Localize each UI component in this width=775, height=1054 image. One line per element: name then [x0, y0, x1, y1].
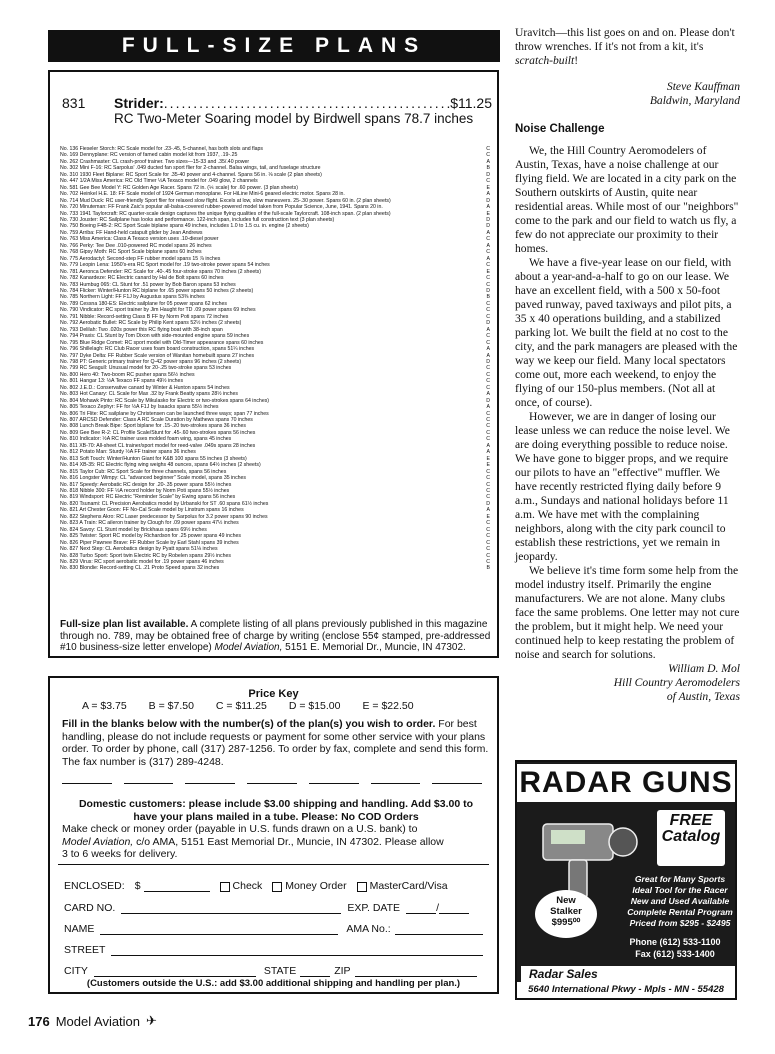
- plans-list: [60, 146, 490, 572]
- radar-sales-logo: Radar Sales: [521, 966, 735, 982]
- plan-description: No. 811 XB-70: All-sheet CL trainer/sport model for reed-valve .049s spans 28 inches: [60, 442, 256, 449]
- letter-paragraph: We have a five-year lease on our field, with about a year-and-a-half to go on our lease. We have an excellent field, with a 500 x 50-foot paved runway, paved taxiways and pilot pits, a 35 x 40 operations building, and a stabilized parking lot. We built the field at no cost to the city, and the park managers are pleased with the way we keep our field. Many local spectators come out, more each weekend, to enjoy the flying of our 150-plus members. (Not all at once, of course).: [515, 256, 738, 409]
- plan-description: No. 818 Nibble 300: FF ½A record holder by Norm Poti spans 55½ inches: [60, 488, 230, 495]
- price-key-title: Price Key: [248, 688, 299, 700]
- featured-plan-price: $11.25: [450, 95, 492, 111]
- money-order-checkbox[interactable]: [272, 882, 282, 892]
- plan-description: No. 825 Twister: Sport RC model by Richardson for .25 power spans 49 inches: [60, 533, 241, 540]
- plan-description: No. 802 J.E.D.: Conservative canard by Winter & Hunton spans 54 inches: [60, 384, 230, 391]
- plans-note-text: A complete listing of all plans previously published in this magazine through no. 789, may be obtained free of charge by writing (enclose 55¢ stamped, pre-addressed #10 business-size letter envelope): [60, 619, 491, 653]
- plan-price-code: C: [486, 152, 490, 159]
- plan-price-code: C: [486, 333, 490, 340]
- catalog-label: Catalog: [661, 828, 721, 845]
- plan-description: No. 809 Gee Bee R-2: CL Profile Scale/Stunt for .45-.60 two-strokes spans 56 inches: [60, 429, 256, 436]
- plan-description: No. 797 Dyke Delta: FF Rubber Scale version of Wanitan homebuilt spans 27 inches: [60, 352, 255, 359]
- plan-description: No. 816 Longster Wimpy: CL "advanced beginner" Scale model, spans 35 inches: [60, 475, 247, 482]
- card-no-label: CARD NO.: [64, 902, 116, 914]
- plan-price-code: B: [486, 565, 490, 572]
- plans-note-bold: Full-size plan list available.: [60, 619, 189, 630]
- name-label: NAME: [64, 923, 95, 935]
- plan-price-code: C: [486, 468, 490, 475]
- plan-price-code: C: [486, 146, 490, 152]
- plan-description: No. 800 Hero 40: Two-boom RC pusher spans 56½ inches: [60, 371, 195, 378]
- stalker-label: Stalker: [550, 906, 582, 917]
- plan-price-code: A: [486, 204, 490, 211]
- plan-price-code: C: [486, 533, 490, 540]
- plan-number-blank[interactable]: [309, 782, 359, 784]
- plan-description: No. 720 Minuteman: FF Frank Zaic's popular all-balsa-covered rubber-powered model taken from Popular Science, June, 1941. Spans 20 in.: [60, 204, 383, 211]
- plans-note-italic: Model Aviation,: [214, 642, 283, 653]
- plan-description: No. 793 Delilah: Two .020s power this RC flying boat with 38-inch span: [60, 326, 223, 333]
- plan-description: No. 750 Boeing F4B-2: RC Sport Scale biplane spans 49 inches, includes 1.0 to 1.5 cu. in. engine (2 sheets): [60, 223, 309, 230]
- card-no-field[interactable]: [121, 902, 341, 914]
- city-field[interactable]: [94, 965, 256, 977]
- plan-price-code: A: [486, 346, 490, 353]
- price-key-item: E = $22.50: [362, 700, 414, 712]
- letters-column: [515, 26, 740, 704]
- plan-number-blank[interactable]: [371, 782, 421, 784]
- exp-year-field[interactable]: [439, 902, 469, 914]
- state-label: STATE: [263, 965, 297, 977]
- domestic-line-1: Domestic customers: please include $3.00 shipping and handling. Add $3.00 to: [78, 798, 474, 810]
- plan-price-code: C: [486, 488, 490, 495]
- plan-price-code: B: [486, 294, 490, 301]
- plan-price-code: C: [486, 417, 490, 424]
- plans-banner: FULL-SIZE PLANS: [48, 30, 500, 62]
- plan-description: No. 789 Cessna 180-ES: Electric sailplane for 05 power spans 62 inches: [60, 300, 227, 307]
- form-divider: [58, 864, 489, 865]
- plan-price-code: E: [486, 455, 490, 462]
- plan-price-code: C: [486, 339, 490, 346]
- plan-price-code: C: [486, 423, 490, 430]
- plan-number-blank[interactable]: [432, 782, 482, 784]
- plan-description: No. 702 Heinkel H.E. 18: FF Scale model of 1924 German monoplane. For HiLine Mini-6 geared electric motor. Spans 28 in.: [60, 191, 345, 198]
- plan-price-code: A: [486, 229, 490, 236]
- featured-plan: [62, 96, 492, 126]
- plan-description: No. 826 Piper Pawnee Brave: FF Rubber Scale by Earl Stahl spans 39 inches: [60, 539, 239, 546]
- plan-price-code: C: [486, 178, 490, 185]
- state-field[interactable]: [300, 965, 330, 977]
- plan-description: No. 775 Aerodactyl: Second-step FF rubber model spans 15 ⅞ inches: [60, 255, 221, 262]
- plan-description: No. 808 Lunch Break Bipe: Sport biplane for .15-.20 two-strokes spans 36 inches: [60, 423, 246, 430]
- ama-no-label: AMA No.:: [346, 923, 391, 935]
- plan-description: No. 310 1930 Fleet Biplane: RC Sport Scale for .35-40 power and 4-channel. Spans 56 in. ⅛ scale (2 plan sheets): [60, 171, 322, 178]
- new-label: New: [556, 895, 576, 906]
- signature-place: Baldwin, Maryland: [649, 94, 740, 107]
- plan-description: No. 803 Hot Canary: CL Scale for Max .32 by Frank Beatty spans 28½ inches: [60, 391, 239, 398]
- ad-bullet: Ideal Tool for the Racer: [632, 885, 728, 895]
- price-key-item: D = $15.00: [288, 700, 341, 712]
- fill-in-text: For best handling, please do not include requests or payment for some other service with your plans order. To order by phone, call (317) 287-1256. To order by fax, complete and send this form. The fax number is (317) 289-4248.: [62, 718, 489, 768]
- plan-price-code: C: [486, 494, 490, 501]
- plan-price-code: C: [486, 559, 490, 565]
- plan-price-code: A: [486, 242, 490, 249]
- plan-price-code: C: [486, 475, 490, 482]
- plan-description: No. 714 Mud Duck: RC user-friendly Sport flier for relaxed slow flight. Excels at low, slow maneuvers. 25-.30 power. Spans 60 in. (2 plan sheets): [60, 197, 391, 204]
- plan-description: No. 790 Vindicator: RC sport trainer by Jim Haught for TD .09 power spans 69 inches: [60, 307, 256, 314]
- radar-gun-icon: [539, 814, 639, 902]
- page-number: 176: [28, 1013, 50, 1029]
- plan-price-code: D: [486, 197, 490, 204]
- plan-price-code: D: [486, 500, 490, 507]
- page-footer: [28, 1013, 157, 1029]
- domestic-text-3: 3 to 6 weeks for delivery.: [62, 848, 178, 860]
- plan-description: No. 817 Speedy: Aerobatic RC design for .20-.35 power spans 55½ inches: [60, 481, 232, 488]
- plan-price-code: C: [486, 546, 490, 553]
- card-row: [64, 902, 469, 914]
- plan-price-code: D: [486, 397, 490, 404]
- plan-price-code: E: [486, 268, 490, 275]
- plan-number-blank[interactable]: [62, 782, 112, 784]
- plan-description: No. 796 Shillelagh: RC Club Racer uses foam board construction, spans 51¼ inches: [60, 346, 255, 353]
- plan-description: No. 814 XB-35: RC Electric flying wing weighs 48 ounces, spans 64½ inches (2 sheets): [60, 462, 261, 469]
- plan-price-code: C: [486, 552, 490, 559]
- plan-description: No. 821 Art Chester Goon: FF No-Cal Scale model by Linstrum spans 16 inches: [60, 507, 244, 514]
- radar-guns-ad[interactable]: [515, 760, 737, 1000]
- plan-description: No. 784 Flicker: Winter/Hunton RC biplane for .65 power spans 50 inches (2 sheets): [60, 287, 254, 294]
- plan-price-code: C: [486, 281, 490, 288]
- plan-description: No. 807 ARCSD Defender: Class A RC Scale Duration by Mathews spans 70 inches: [60, 417, 253, 424]
- street-row: [64, 944, 483, 956]
- check-checkbox[interactable]: [220, 882, 230, 892]
- plan-description: No. 781 Aeronca Defender: RC Scale for .40-.45 four-stroke spans 70 inches (2 sheets): [60, 268, 261, 275]
- mastercard-label: MasterCard/Visa: [369, 880, 448, 892]
- featured-plan-number: 831: [62, 95, 86, 111]
- ad-bullet: New and Used Available: [630, 896, 730, 906]
- plan-description: No. 824 Savoy: CL Stunt model by Brickhaus spans 69½ inches: [60, 526, 207, 533]
- domestic-italic: Model Aviation,: [62, 835, 134, 848]
- exp-month-field[interactable]: [406, 902, 436, 914]
- plan-price-code: A: [486, 326, 490, 333]
- ad-title: RADAR GUNS: [517, 764, 735, 802]
- zip-label: ZIP: [334, 965, 351, 977]
- price-key-item: A = $3.75: [82, 700, 127, 712]
- plan-price-code: B: [486, 165, 490, 172]
- plan-price-code: C: [486, 436, 490, 443]
- plan-price-code: C: [486, 365, 490, 372]
- airplane-icon: ✈: [146, 1013, 157, 1028]
- plan-description: No. 759 Arriba: FF Hand-held catapult glider by Jean Andrews: [60, 229, 203, 236]
- free-label: FREE: [669, 812, 713, 829]
- signature-name: William D. Mol: [668, 662, 740, 675]
- plan-price-code: A: [486, 352, 490, 359]
- plan-price-code: C: [486, 539, 490, 546]
- ad-address: 5640 International Pkwy - Mpls - MN - 55428: [517, 982, 735, 998]
- exp-separator: /: [436, 902, 439, 914]
- fill-in-instructions: [62, 718, 490, 768]
- plans-note-addr: 5151 E. Memorial Dr., Muncie, IN 47302.: [282, 642, 466, 653]
- letter-intro: [515, 26, 740, 68]
- plan-description: No. 829 Virus: RC sport aerobatic model for .19 power spans 46 inches: [60, 559, 224, 565]
- plan-description: No. 794 Praxis: CL Stunt by Tom Dixon with side-mounted engine spans 59 inches: [60, 333, 250, 340]
- plan-price-code: D: [486, 320, 490, 327]
- plan-description: No. 815 Taylor Cub: RC Sport Scale for three channels, spans 56 inches: [60, 468, 227, 475]
- plan-price-code: E: [486, 184, 490, 191]
- plan-price-code: C: [486, 371, 490, 378]
- free-catalog-badge: [657, 810, 725, 866]
- plan-list-item: [60, 565, 490, 571]
- section-heading: Noise Challenge: [515, 123, 605, 135]
- plan-description: No. 783 Humbug 065: CL Stunt for .51 power by Bob Baron spans 53 inches: [60, 281, 236, 288]
- plan-price-code: C: [486, 481, 490, 488]
- domestic-text-2: c/o AMA, 5151 East Memorial Dr., Muncie, IN 47302. Please allow: [133, 835, 444, 848]
- plan-price-code: C: [486, 236, 490, 243]
- plan-description: No. 823 A Train: RC aileron trainer by Clough for .09 power spans 47½ inches: [60, 520, 239, 527]
- plan-description: No. 804 Mohawk Pinto: RC Scale by Mikulasko for Electric or two-strokes spans 64 inches): [60, 397, 270, 404]
- letter-intro-italic: scratch-built: [515, 54, 575, 67]
- outside-us-note: (Customers outside the U.S.: add $3.00 additional shipping and handling per plan.): [86, 978, 461, 989]
- plan-description: No. 828 Turbo Sport: Sport twin Electric RC by Robelen spans 29½ inches: [60, 552, 231, 559]
- plan-price-code: A: [486, 191, 490, 198]
- money-order-label: Money Order: [285, 880, 347, 892]
- price-key-item: B = $7.50: [148, 700, 194, 712]
- plan-description: No. 795 Blue Ridge Comet: RC sport model with Old-Timer appearance spans 60 inches: [60, 339, 264, 346]
- plan-price-code: D: [486, 287, 490, 294]
- plan-price-code: E: [486, 462, 490, 469]
- plan-description: No. 447 1/2A Miss America: RC Old Timer ½A Texaco model for .049 glow, 2 channels: [60, 178, 258, 185]
- exp-date-label: EXP. DATE: [347, 902, 401, 914]
- plan-description: No. 820 Tsunami: CL Precision Aerobatics model by Urbanski for ST .60 spans 61½ inches: [60, 500, 269, 507]
- city-row: [64, 965, 477, 977]
- plan-price-code: D: [486, 223, 490, 230]
- featured-plan-subtitle: RC Two-Meter Soaring model by Birdwell spans 78.7 inches: [114, 111, 474, 126]
- plan-price-code: C: [486, 262, 490, 269]
- plan-price-code: E: [486, 210, 490, 217]
- letter-paragraph: We believe it's time form some help from the model industry itself. Primarily the engine manufacturers. We are not alone. Many clubs face the same problems. One letter may not cure the problem, but it might help. We need your continued help to keep restating the problem of noise and search for solutions.: [515, 564, 740, 661]
- plan-price-code: A: [486, 449, 490, 456]
- enclosed-amount-field[interactable]: [144, 880, 210, 892]
- plan-price-code: C: [486, 378, 490, 385]
- plan-price-code: C: [486, 275, 490, 282]
- featured-plan-title: Strider:: [114, 95, 164, 111]
- plan-description: No. 813 Soft Touch: Winter/Hunton Giant for K&B 100 spans 55 inches (3 sheets): [60, 455, 247, 462]
- plan-description: No. 733 1941 Taylorcraft: RC quarter-scale design captures the unique flying qualities of the full-scale Taylorcraft. 108-inch span. (2 plan sheets): [60, 210, 391, 217]
- plan-price-code: D: [486, 216, 490, 223]
- plan-description: No. 136 Fieseler Storch: RC Scale model for .23-.45, 5-channel, has both slots and flaps: [60, 146, 263, 152]
- new-stalker-badge: [535, 890, 597, 938]
- ad-bullet: Priced from $295 - $2495: [629, 918, 731, 928]
- plan-description: No. 806 Tri Flite: RC sailplane by Christensen can be launched three ways; span 77 inches: [60, 410, 269, 417]
- signature-name: Steve Kauffman: [666, 80, 740, 93]
- enclosed-label: ENCLOSED:: [64, 880, 125, 892]
- ad-bullet: Complete Rental Program: [627, 907, 733, 917]
- street-label: STREET: [64, 944, 106, 956]
- price-key-item: C = $11.25: [215, 700, 267, 712]
- plan-description: No. 805 Texaco Zephyr: FF for ½A F1J by Isaacks spans 55½ inches: [60, 404, 219, 411]
- enclosed-row: [64, 880, 448, 892]
- plan-description: No. 262 Crashmaster: CL crash-proof trainer. Two sizes—15-33 and .35/.40 power: [60, 158, 250, 165]
- plan-description: No. 766 Perky: Tee Dee .010-powered RC model spans 26 inches: [60, 242, 212, 249]
- plan-description: No. 792 Aerobatic Bullet: RC Scale by Philip Kent spans 52½ inches (2 sheets): [60, 320, 242, 327]
- dollar-sign: $: [134, 880, 141, 892]
- plan-price-code: A: [486, 255, 490, 262]
- price-key: [82, 700, 414, 712]
- plan-price-code: C: [486, 249, 490, 256]
- magazine-name: Model Aviation: [55, 1013, 141, 1029]
- plan-number-blank[interactable]: [124, 782, 174, 784]
- plan-description: No. 819 Windsport: RC Electric "Reminder Scale" by Ewing spans 56 inches: [60, 494, 236, 501]
- letter-intro-end: !: [574, 54, 579, 67]
- ad-fax: Fax (612) 533-1400: [635, 949, 715, 959]
- name-row: [64, 923, 483, 935]
- plan-description: No. 302 Mini F-16: RC Sarpolus' .049 ducted fan sport flier for 2-channel. Balsa wings, tail, and fuselage structure: [60, 165, 321, 172]
- plan-price-code: A: [486, 507, 490, 514]
- domestic-line-2: have your plans mailed in a tube. Please: No COD Orders: [133, 810, 419, 823]
- plans-list-note: [60, 619, 492, 654]
- plan-price-code: A: [486, 391, 490, 398]
- letter-intro-text: Uravitch—this list goes on and on. Please don't throw wrenches. If it's not from a kit, it's: [515, 26, 735, 53]
- plan-description: No. 782 Kanardeze: RC Electric canard by Hal de Bolt spans 60 inches: [60, 275, 224, 282]
- signature-org: Hill Country Aeromodelers: [613, 676, 740, 689]
- plan-description: No. 785 Northern Light: FF F1J by Augustus spans 53⅜ inches: [60, 294, 205, 301]
- plan-price-code: D: [486, 358, 490, 365]
- plan-price-code: E: [486, 513, 490, 520]
- zip-field[interactable]: [355, 965, 477, 977]
- plan-price-code: C: [486, 300, 490, 307]
- ad-phone: Phone (612) 533-1100: [629, 937, 721, 947]
- fill-in-bold: Fill in the blanks below with the number(s) of the plan(s) you wish to order.: [62, 718, 436, 730]
- letter-paragraph: However, we are in danger of losing our lease unless we can reduce the noise level. We are doing everything possible to reduce noise. We have gone to bigger props, and we require our pilots to have an "effective" muffler. We have recently restricted flying daily before 9 a.m., Sundays and national holidays before 11 a.m. We have met with the complaining neighbors, along with the city park council to establish these restrictions, yet we remain in jeopardy.: [515, 410, 730, 563]
- leader-dots: [164, 96, 450, 111]
- ad-contact: [617, 936, 733, 960]
- plan-price-code: C: [486, 307, 490, 314]
- plan-description: No. 827 Next Step: CL Aerobatics design by Pyatt spans 51⅛ inches: [60, 546, 218, 553]
- plan-description: No. 169 Dennyplane: RC version of famed cabin model kit from 1937, .19-.25: [60, 152, 238, 159]
- letter-paragraph: We, the Hill Country Aeromodelers of Austin, Texas, have a noise challenge at our flying field. We are located in a city park on the Southern outskirts of Austin, quite near residential areas. While most of our "neighbors" come to the park and our field to watch us fly, a few do not appreciate our proximity to their homes.: [515, 144, 739, 255]
- plan-description: No. 779 Leopin Lena: 1950's-era RC Sport model for .19 two-stroke power spans 54 inches: [60, 262, 270, 269]
- plan-price-code: C: [486, 526, 490, 533]
- plan-description: No. 791 Nibble: Record-setting Class B FF by Norm Poti spans 72 inches: [60, 313, 229, 320]
- order-form: [48, 676, 499, 994]
- plan-price-code: C: [486, 410, 490, 417]
- domestic-instructions: [62, 798, 490, 861]
- stalker-price: $995⁰⁰: [551, 917, 581, 928]
- plan-price-code: C: [486, 429, 490, 436]
- ad-bullets: [625, 874, 735, 929]
- plans-list-box: [48, 70, 499, 658]
- domestic-text-1: Make check or money order (payable in U.S. funds drawn on a U.S. bank) to: [62, 823, 418, 835]
- plan-description: No. 822 Stephens Akro: RC Laser predecessor by Sarpolus for 3.2 power spans 90 inches: [60, 513, 268, 520]
- plan-price-code: D: [486, 171, 490, 178]
- ama-no-field[interactable]: [395, 923, 483, 935]
- street-field[interactable]: [111, 944, 483, 956]
- plan-number-blanks: [62, 782, 482, 784]
- plan-description: No. 801 Hangar 13: ½A Texaco FF spans 49½ inches: [60, 378, 184, 385]
- plan-description: No. 812 Potato Man: Sturdy ½A FF trainer spans 36 inches: [60, 449, 196, 456]
- ad-bullet: Great for Many Sports: [634, 874, 726, 884]
- plan-description: No. 763 Miss America: Class A Texaco version uses .10-diesel power: [60, 236, 219, 243]
- plan-number-blank[interactable]: [185, 782, 235, 784]
- mastercard-checkbox[interactable]: [357, 882, 367, 892]
- plan-description: No. 830 Blondie: Record-setting CL .21 Proto Speed spans 32 inches: [60, 565, 220, 572]
- plan-description: No. 768 Gipsy Moth: RC Sport Scale biplane spans 60 inches: [60, 249, 202, 256]
- signature-org: of Austin, Texas: [666, 690, 740, 703]
- plan-description: No. 581 Gee Bee Model Y: RC Golden Age Racer. Spans 72 in. (⅙ scale) for .60 power. (3 plan sheets): [60, 184, 298, 191]
- plan-description: No. 810 Indicator: ½A RC trainer uses molded foam wing, spans 45 inches: [60, 436, 232, 443]
- plan-price-code: C: [486, 313, 490, 320]
- plan-description: No. 798 PT: Generic primary trainer for Q-42 power spans 96 inches (2 sheets): [60, 358, 242, 365]
- city-label: CITY: [64, 965, 88, 977]
- plan-price-code: A: [486, 442, 490, 449]
- check-label: Check: [232, 880, 263, 892]
- plan-price-code: C: [486, 520, 490, 527]
- name-field[interactable]: [100, 923, 338, 935]
- plan-price-code: A: [486, 158, 490, 165]
- plan-number-blank[interactable]: [247, 782, 297, 784]
- plan-price-code: C: [486, 384, 490, 391]
- plan-price-code: A: [486, 404, 490, 411]
- plan-description: No. 799 RC Seagull: Unusual model for 20-.25 two-stroke spans 53 inches: [60, 365, 232, 372]
- plan-description: No. 730 Jouster: RC Sailplane has looks and performance. 122-inch span, includes full construction text (3 plan sheets): [60, 216, 335, 223]
